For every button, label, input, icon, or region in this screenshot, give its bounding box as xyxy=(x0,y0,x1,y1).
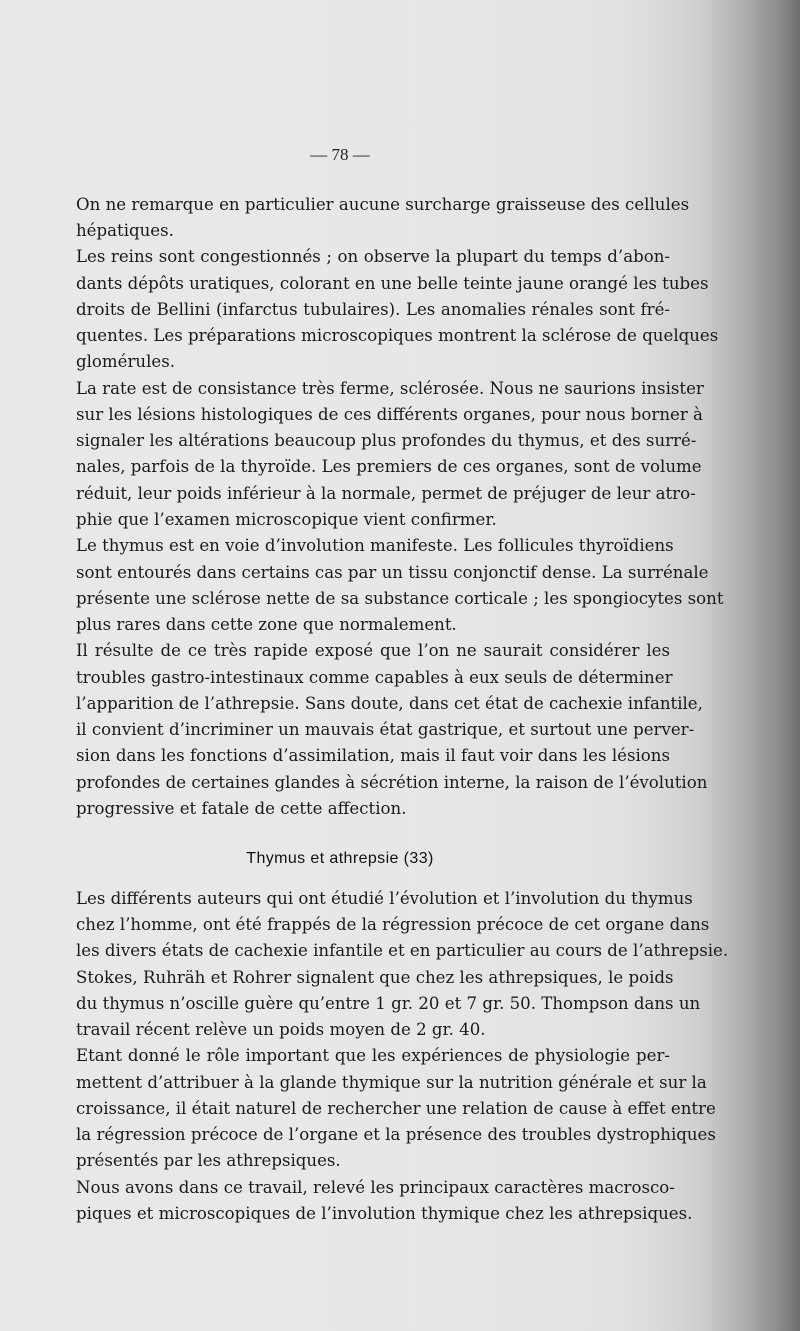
text-line: la régression précoce de l’organe et la présence des troubles dystrophiques xyxy=(76,1125,716,1144)
text-line: travail récent relève un poids moyen de 2 gr. 40. xyxy=(76,1020,486,1039)
text-line: Les reins sont congestionnés ; on observe la plupart du temps d’abon- xyxy=(76,247,670,266)
text-line: quentes. Les préparations microscopiques montrent la sclérose de quelques xyxy=(76,326,719,345)
text-line: sur les lésions histologiques de ces différents organes, pour nous borner à xyxy=(76,405,703,424)
text-line: présente une sclérose nette de sa substance corticale ; les spongiocytes sont xyxy=(76,589,724,608)
text-line: Stokes, Ruhräh et Rohrer signalent que chez les athrepsiques, le poids xyxy=(76,968,674,987)
text-line: Le thymus est en voie d’involution manifeste. Les follicules thyroïdiens xyxy=(76,536,674,555)
text-line: glomérules. xyxy=(76,352,176,371)
text-line: mettent d’attribuer à la glande thymique sur la nutrition générale et sur la xyxy=(76,1073,707,1092)
text-line: Il résulte de ce très rapide exposé que l’on ne saurait considérer les xyxy=(76,641,670,660)
section-heading: Thymus et athrepsie (33) xyxy=(246,850,434,867)
text-line: l’apparition de l’athrepsie. Sans doute, dans cet état de cachexie infantile, xyxy=(76,694,703,713)
text-line: réduit, leur poids inférieur à la normale, permet de préjuger de leur atro- xyxy=(76,484,696,503)
text-line: piques et microscopiques de l’involution thymique chez les athrepsiques. xyxy=(76,1204,693,1223)
text-line: hépatiques. xyxy=(76,221,174,240)
text-line: sion dans les fonctions d’assimilation, mais il faut voir dans les lésions xyxy=(76,746,670,765)
text-line: présentés par les athrepsiques. xyxy=(76,1151,341,1170)
text-line: Les différents auteurs qui ont étudié l’évolution et l’involution du thymus xyxy=(76,889,693,908)
text-line: croissance, il était naturel de rechercher une relation de cause à effet entre xyxy=(76,1099,716,1118)
text-line: du thymus n’oscille guère qu’entre 1 gr. 20 et 7 gr. 50. Thompson dans un xyxy=(76,994,701,1013)
text-line: signaler les altérations beaucoup plus profondes du thymus, et des surré- xyxy=(76,431,697,450)
text-line: droits de Bellini (infarctus tubulaires). Les anomalies rénales sont fré- xyxy=(76,300,670,319)
text-line: il convient d’incriminer un mauvais état gastrique, et surtout une perver- xyxy=(76,720,695,739)
text-line: les divers états de cachexie infantile et en particulier au cours de l’athrepsie. xyxy=(76,941,729,960)
text-line: Etant donné le rôle important que les expériences de physiologie per- xyxy=(76,1046,670,1065)
text-line: sont entourés dans certains cas par un tissu conjonctif dense. La surrénale xyxy=(76,563,709,582)
text-line: troubles gastro-intestinaux comme capables à eux seuls de déterminer xyxy=(76,668,673,687)
text-line: chez l’homme, ont été frappés de la régression précoce de cet organe dans xyxy=(76,915,710,934)
text-line: plus rares dans cette zone que normalement. xyxy=(76,615,457,634)
text-line: nales, parfois de la thyroïde. Les premiers de ces organes, sont de volume xyxy=(76,457,702,476)
text-line: dants dépôts uratiques, colorant en une belle teinte jaune orangé les tubes xyxy=(76,274,709,293)
page-number: — 78 — xyxy=(310,145,370,164)
text-line: On ne remarque en particulier aucune surcharge graisseuse des cellules xyxy=(76,195,690,214)
text-line: progressive et fatale de cette affection. xyxy=(76,799,407,818)
text-line: Nous avons dans ce travail, relevé les principaux caractères macrosco- xyxy=(76,1178,675,1197)
text-line: La rate est de consistance très ferme, sclérosée. Nous ne saurions insister xyxy=(76,379,704,398)
text-line: phie que l’examen microscopique vient confirmer. xyxy=(76,510,497,529)
text-line: profondes de certaines glandes à sécrétion interne, la raison de l’évolution xyxy=(76,773,708,792)
